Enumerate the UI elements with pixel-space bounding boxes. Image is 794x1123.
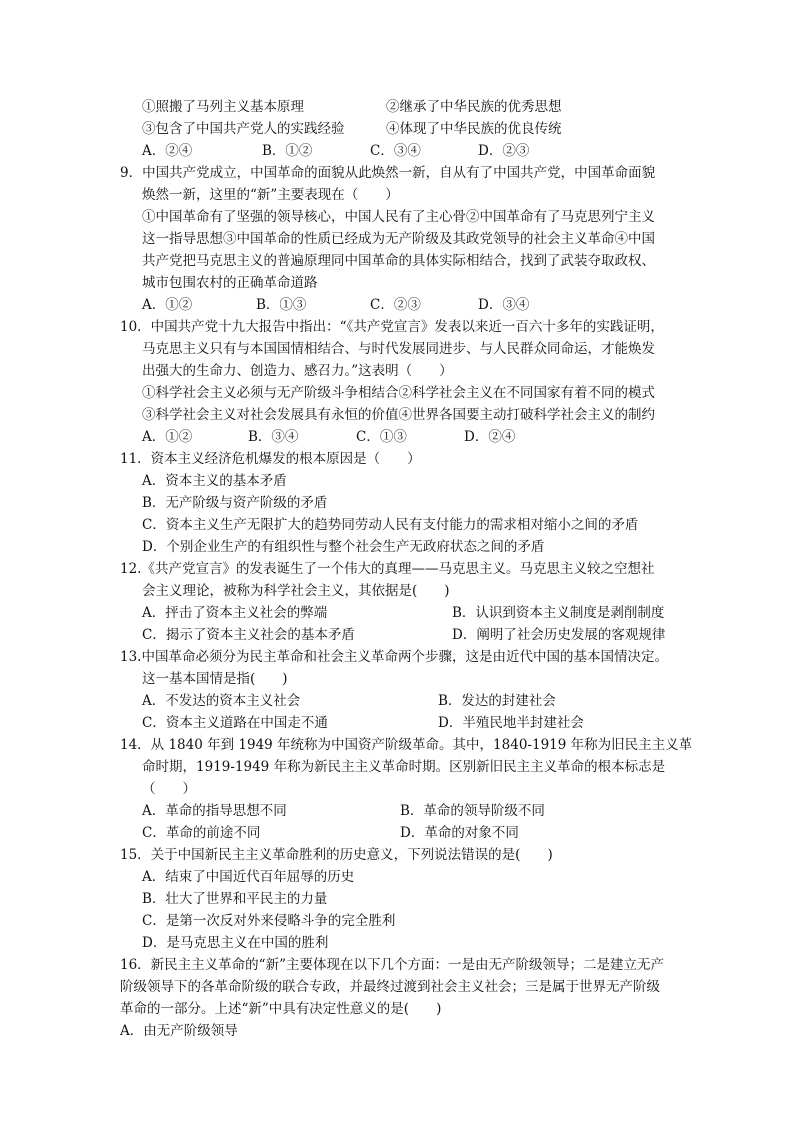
q14-option-d: D．革命的对象不同 (400, 825, 519, 841)
q11-option-a: A．资本主义的基本矛盾 (142, 473, 287, 489)
q15-option-a: A．结束了中国近代百年屈辱的历史 (142, 869, 355, 885)
q8-statement-1: ①照搬了马列主义基本原理 (142, 99, 304, 115)
q8-statement-2: ②继承了中华民族的优秀思想 (386, 99, 562, 115)
q15-option-c: C．是第一次反对外来侵略斗争的完全胜利 (142, 913, 396, 929)
q9-option-b: B．①③ (256, 297, 307, 313)
q14-stem-3: （ ） (142, 781, 196, 797)
q16-stem-3: 革命的一部分。上述“新”中具有决定性意义的是( ) (120, 1001, 442, 1017)
q16-stem-1: 16．新民主主义革命的“新”主要体现在以下几个方面：一是由无产阶级领导；二是建立无产 (120, 957, 664, 973)
q9-option-a: A．①② (142, 297, 193, 313)
q11-option-c: C．资本主义生产无限扩大的趋势同劳动人民有支付能力的需求相对缩小之间的矛盾 (142, 517, 639, 533)
q12-option-a: A．抨击了资本主义社会的弊端 (142, 605, 328, 621)
q8-option-b: B．①② (262, 143, 313, 159)
q14-option-b: B．革命的领导阶级不同 (400, 803, 545, 819)
q8-option-d: D．②③ (478, 143, 530, 159)
q14-stem-2: 命时期，1919-1949 年称为新民主主义革命时期。区别新旧民主主义革命的根本标志是 (142, 759, 666, 775)
q11-option-b: B．无产阶级与资产阶级的矛盾 (142, 495, 328, 511)
q13-option-a: A．不发达的资本主义社会 (142, 693, 301, 709)
q10-stem-2: 马克思主义只有与本国国情相结合、与时代发展同进步、与人民群众同命运，才能焕发 (142, 341, 655, 357)
q13-stem-1: 13.中国革命必须分为民主革命和社会主义革命两个步骤，这是由近代中国的基本国情决定。 (120, 649, 668, 665)
q15-stem-1: 15．关于中国新民主主义革命胜利的历史意义，下列说法错误的是( ) (120, 847, 553, 863)
q10-stem-1: 10．中国共产党十九大报告中指出：“《共产党宣言》发表以来近一百六十多年的实践证明， (120, 319, 664, 335)
q13-stem-2: 这一基本国情是指( ) (142, 671, 288, 687)
q12-stem-2: 会主义理论，被称为科学社会主义，其依据是( ) (142, 583, 450, 599)
q12-option-b: B．认识到资本主义制度是剥削制度 (452, 605, 665, 621)
q8-statement-4: ④体现了中华民族的优良传统 (386, 121, 562, 137)
q10-stem-5: ③科学社会主义对社会发展具有永恒的价值④世界各国要主动打破科学社会主义的制约 (142, 407, 655, 423)
q9-option-d: D．③④ (478, 297, 530, 313)
q12-option-d: D．阐明了社会历史发展的客观规律 (452, 627, 666, 643)
q9-stem-6: 城市包围农村的正确革命道路 (142, 275, 318, 291)
q9-option-c: C．②③ (370, 297, 421, 313)
q14-option-c: C．革命的前途不同 (142, 825, 261, 841)
q11-option-d: D．个别企业生产的有组织性与整个社会生产无政府状态之间的矛盾 (142, 539, 545, 555)
q9-stem-5: 共产党把马克思主义的普遍原理同中国革命的具体实际相结合，找到了武装夺取政权、 (142, 253, 655, 269)
q16-stem-2: 阶级领导下的各革命阶级的联合专政，并最终过渡到社会主义社会；三是属于世界无产阶级 (120, 979, 660, 995)
q9-stem-3: ①中国革命有了坚强的领导核心，中国人民有了主心骨②中国革命有了马克思列宁主义 (142, 209, 655, 225)
q9-stem-2: 焕然一新，这里的“新”主要表现在（ ） (142, 187, 399, 203)
q15-option-b: B．壮大了世界和平民主的力量 (142, 891, 328, 907)
q8-statement-3: ③包含了中国共产党人的实践经验 (142, 121, 345, 137)
q11-stem-1: 11．资本主义经济危机爆发的根本原因是（ ） (120, 451, 421, 467)
q14-option-a: A．革命的指导思想不同 (142, 803, 287, 819)
q8-option-c: C．③④ (370, 143, 421, 159)
q16-option-a: A．由无产阶级领导 (120, 1023, 238, 1039)
q9-stem-4: 这一指导思想③中国革命的性质已经成为无产阶级及其政党领导的社会主义革命④中国 (142, 231, 655, 247)
q13-option-d: D．半殖民地半封建社会 (438, 715, 584, 731)
q8-option-a: A．②④ (142, 143, 193, 159)
q10-option-b: B．③④ (248, 429, 299, 445)
q10-option-a: A．①② (142, 429, 193, 445)
q10-option-d: D．②④ (464, 429, 516, 445)
q15-option-d: D．是马克思主义在中国的胜利 (142, 935, 329, 951)
q12-stem-1: 12.《共产党宣言》的发表诞生了一个伟大的真理——马克思主义。马克思主义较之空想社 (120, 561, 655, 577)
q13-option-b: B．发达的封建社会 (438, 693, 556, 709)
q14-stem-1: 14．从 1840 年到 1949 年统称为中国资产阶级革命。其中，1840-1919 年称为旧民主主义革 (120, 737, 693, 753)
q10-option-c: C．①③ (356, 429, 407, 445)
q9-stem-1: 9．中国共产党成立，中国革命的面貌从此焕然一新，自从有了中国共产党，中国革命面貌 (120, 165, 656, 181)
q10-stem-3: 出强大的生命力、创造力、感召力。”这表明（ ） (142, 363, 453, 379)
q10-stem-4: ①科学社会主义必须与无产阶级斗争相结合②科学社会主义在不同国家有着不同的模式 (142, 385, 655, 401)
q13-option-c: C．资本主义道路在中国走不通 (142, 715, 328, 731)
q12-option-c: C．揭示了资本主义社会的基本矛盾 (142, 627, 355, 643)
